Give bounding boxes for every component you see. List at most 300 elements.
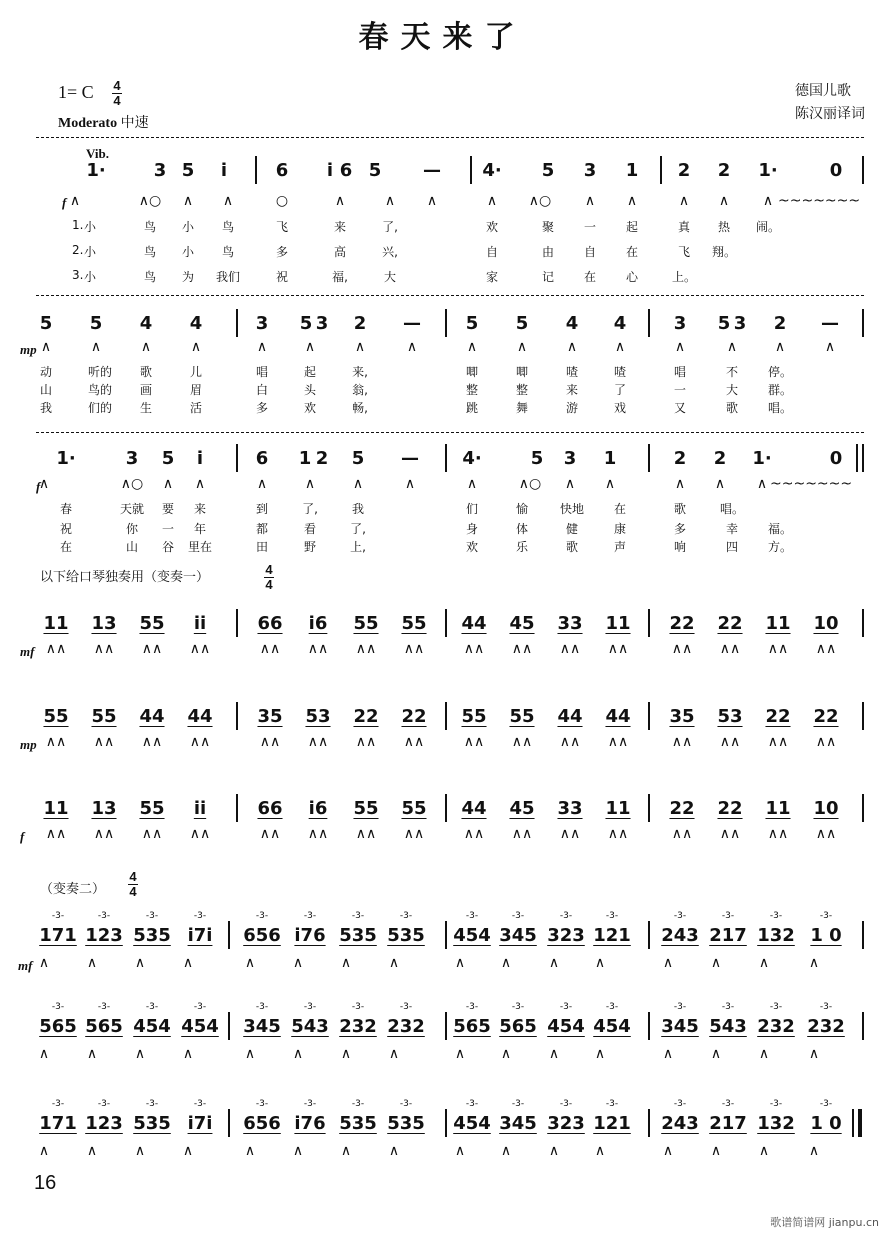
lyric: 小 (181, 220, 195, 234)
articulation-mark: ∧∧ (189, 826, 211, 842)
triplet-mark: -3- (145, 1002, 159, 1012)
dynamic-mark: mf (18, 958, 33, 973)
lyric: 身 (465, 522, 479, 536)
triplet-mark: -3- (721, 1099, 735, 1109)
articulation-mark: ∧∧ (141, 734, 163, 750)
articulation-mark: ∧ (678, 193, 690, 209)
triplet-mark: -3- (721, 1002, 735, 1012)
lyric: 多 (275, 245, 289, 259)
triplet-group: 345 (499, 1113, 537, 1134)
articulation-mark: ○ (275, 193, 289, 209)
note: 5 (161, 448, 175, 469)
articulation-mark: ∧ (584, 193, 596, 209)
articulation-mark: ∧ (594, 1046, 606, 1062)
articulation-mark: ∧ (454, 955, 466, 971)
articulation-mark: ∧ (182, 1143, 194, 1159)
articulation-mark: ∧ (244, 1046, 256, 1062)
note: 2 (353, 313, 367, 334)
dynamic-mark: mf (20, 644, 35, 659)
note: 4 (613, 313, 627, 334)
articulation-mark: ∧ (808, 1046, 820, 1062)
lyric: 健 (565, 522, 579, 536)
triplet-group: 121 (593, 925, 631, 946)
articulation-mark: ∧ (38, 1143, 50, 1159)
note: — (403, 313, 421, 334)
triplet-mark: -3- (559, 1002, 573, 1012)
articulation-mark: ∧∧ (559, 826, 581, 842)
variation1-label: 以下给口琴独奏用（变奏一） (40, 570, 210, 585)
key-signature: 1= C (58, 82, 94, 102)
barline (648, 794, 650, 822)
lyric: 自 (485, 245, 499, 259)
triplet-group: 243 (661, 925, 699, 946)
time-bottom: 4 (129, 884, 137, 899)
lyric: 欢 (465, 540, 479, 554)
articulation-mark: ∧∧ (307, 826, 329, 842)
triplet-mark: -3- (351, 1002, 365, 1012)
note: 3 (255, 313, 269, 334)
articulation-mark: ∧ (674, 476, 686, 492)
var2-time-signature (128, 870, 138, 899)
note: 4 (139, 313, 153, 334)
watermark: 歌谱简谱网 jianpu.cn (770, 1216, 879, 1229)
articulation-mark: ∧∧ (259, 641, 281, 657)
articulation-mark: ∧∧ (719, 641, 741, 657)
lyric: 歌 (725, 401, 739, 415)
barline (648, 309, 650, 337)
note-group: 22 (353, 706, 379, 727)
verse-number: 2. (72, 243, 84, 257)
triplet-group: 535 (339, 1113, 377, 1134)
triplet-mark: -3- (193, 1099, 207, 1109)
articulation-mark: ∧ (406, 339, 418, 355)
articulation-mark: ∧ (486, 193, 498, 209)
lyric: 鸟 (221, 245, 235, 259)
articulation-mark: ∧ (292, 955, 304, 971)
triplet-mark: -3- (511, 911, 525, 921)
articulation-mark: ∧ (140, 339, 152, 355)
articulation-mark: ∧∧ (815, 734, 837, 750)
lyric: 大 (383, 270, 397, 284)
articulation-mark: ∧ (718, 193, 730, 209)
dynamic-mark: mp (20, 737, 37, 752)
note: 2 (713, 448, 727, 469)
articulation-mark: ∧∧ (189, 734, 211, 750)
note-group: 66 (257, 798, 283, 819)
articulation-mark: ∧∧ (93, 734, 115, 750)
articulation-mark: ∧ (38, 955, 50, 971)
lyric: 田 (255, 540, 269, 554)
articulation-mark: ∧∧ (403, 641, 425, 657)
lyric: 山 (125, 540, 139, 554)
articulation-mark: ∧ (182, 193, 194, 209)
lyric: 天就 (119, 502, 145, 516)
lyric: 乐 (515, 540, 529, 554)
origin: 德国儿歌 (795, 83, 851, 99)
barline (445, 702, 447, 730)
triplet-group: 1 0 (810, 925, 842, 946)
note: 6 (255, 448, 269, 469)
articulation-mark: ∧∧ (403, 826, 425, 842)
divider (36, 137, 864, 138)
lyric: 上, (350, 540, 366, 554)
articulation-mark: ∧∧ (559, 734, 581, 750)
barline (856, 444, 858, 472)
lyric: 声 (613, 540, 627, 554)
triplet-group: 454 (181, 1016, 219, 1037)
time-top: 4 (129, 869, 137, 884)
triplet-group: 132 (757, 925, 795, 946)
barline (862, 921, 864, 949)
note: 1 (298, 448, 312, 469)
note-group: 11 (43, 798, 69, 819)
note-group: 22 (717, 613, 743, 634)
lyric: 来 (565, 383, 579, 397)
triplet-mark: -3- (193, 911, 207, 921)
lyric: 里在 (187, 540, 213, 554)
note-group: 45 (509, 798, 535, 819)
articulation-mark: ∧∧ (355, 734, 377, 750)
dynamic-mark: mp (20, 342, 37, 357)
triplet-group: 345 (499, 925, 537, 946)
triplet-group: 123 (85, 925, 123, 946)
divider (36, 432, 864, 433)
translator: 陈汉丽译词 (795, 106, 865, 122)
time-signature (112, 79, 122, 108)
verse-number: 1. (72, 218, 84, 232)
note: 5 (181, 160, 195, 181)
articulation-mark: ∧ (182, 1046, 194, 1062)
lyric: 心 (625, 270, 639, 284)
lyric: 生 (139, 401, 153, 415)
lyric: 歌 (565, 540, 579, 554)
note-group: 55 (509, 706, 535, 727)
lyric: 大 (725, 383, 739, 397)
dynamic-mark: f (36, 479, 41, 494)
triplet-mark: -3- (511, 1099, 525, 1109)
note: 3 (563, 448, 577, 469)
note-group: 13 (91, 613, 117, 634)
articulation-mark: ∧∧ (45, 641, 67, 657)
articulation-mark: ∧ (662, 955, 674, 971)
credits (795, 80, 865, 126)
barline (445, 1109, 447, 1137)
note-group: 22 (813, 706, 839, 727)
note: i (220, 160, 228, 181)
barline (852, 1109, 854, 1137)
barline (648, 609, 650, 637)
dynamic-mark: f (20, 829, 25, 844)
lyric: 歌 (673, 502, 687, 516)
triplet-group: 535 (133, 925, 171, 946)
triplet-mark: -3- (351, 1099, 365, 1109)
note-group: 53 (717, 706, 743, 727)
lyric: 了, (302, 502, 318, 516)
note-group: 55 (461, 706, 487, 727)
articulation-mark: ∧ (548, 955, 560, 971)
lyric: 鸟 (221, 220, 235, 234)
lyric: 康 (613, 522, 627, 536)
articulation-mark: ∧ (222, 193, 234, 209)
note-group: 55 (43, 706, 69, 727)
lyric: 四 (725, 540, 739, 554)
lyric: 一 (161, 522, 175, 536)
note-group: 22 (717, 798, 743, 819)
triplet-group: 454 (453, 925, 491, 946)
note-group: 22 (765, 706, 791, 727)
note-group: 22 (669, 613, 695, 634)
note-group: i6 (308, 613, 328, 634)
lyric: 鸟的 (87, 383, 113, 397)
articulation-mark: ∧∧ (189, 641, 211, 657)
triplet-mark: -3- (51, 911, 65, 921)
articulation-mark: ∧ (334, 193, 346, 209)
triplet-group: 217 (709, 925, 747, 946)
lyric: 唧 (515, 365, 529, 379)
articulation-mark: ∧∧ (559, 641, 581, 657)
lyric: 整 (515, 383, 529, 397)
triplet-group: 535 (387, 1113, 425, 1134)
barline (648, 444, 650, 472)
note: 2 (315, 448, 329, 469)
articulation-mark: ∧∧ (511, 641, 533, 657)
lyric: 儿 (189, 365, 203, 379)
dynamic-mark: f (62, 195, 67, 210)
lyric: 唧 (465, 365, 479, 379)
lyric: 自 (583, 245, 597, 259)
note: 4· (482, 160, 502, 181)
triplet-mark: -3- (465, 1099, 479, 1109)
lyric: 野 (303, 540, 317, 554)
triplet-mark: -3- (145, 1099, 159, 1109)
triplet-mark: -3- (255, 911, 269, 921)
barline (862, 609, 864, 637)
lyric: 欢 (485, 220, 499, 234)
note-group: ii (193, 613, 207, 634)
lyric: 整 (465, 383, 479, 397)
note: 5 (717, 313, 731, 334)
lyric: 游 (565, 401, 579, 415)
articulation-mark: ∧∧ (403, 734, 425, 750)
note-group: 55 (353, 798, 379, 819)
articulation-mark: ∧ (808, 955, 820, 971)
lyric: 幸 (725, 522, 739, 536)
articulation-mark: ∧∧ (671, 826, 693, 842)
articulation-mark: ∧ (466, 339, 478, 355)
articulation-mark: ∧ (134, 955, 146, 971)
triplet-mark: -3- (303, 1002, 317, 1012)
verse-number: 3. (72, 268, 84, 282)
articulation-mark: ∧∧ (463, 734, 485, 750)
barline (228, 1109, 230, 1137)
lyric: 唱 (255, 365, 269, 379)
lyric: 由 (541, 245, 555, 259)
articulation-mark: ∧ (500, 1143, 512, 1159)
articulation-mark: ∧ (190, 339, 202, 355)
barline (862, 794, 864, 822)
articulation-mark: ∧ (244, 955, 256, 971)
lyric: 都 (255, 522, 269, 536)
lyric: 鸟 (143, 245, 157, 259)
articulation-mark: ∧ (466, 476, 478, 492)
triplet-group: 345 (243, 1016, 281, 1037)
triplet-mark: -3- (97, 1002, 111, 1012)
articulation-mark: ∧ (454, 1143, 466, 1159)
lyric: 多 (673, 522, 687, 536)
note-group: 35 (669, 706, 695, 727)
note-group: 44 (461, 613, 487, 634)
triplet-mark: -3- (303, 1099, 317, 1109)
articulation-mark: ∧∧ (141, 641, 163, 657)
triplet-group: 565 (453, 1016, 491, 1037)
note: 2 (773, 313, 787, 334)
articulation-mark: ∧ (340, 955, 352, 971)
barline (648, 702, 650, 730)
triplet-mark: -3- (51, 1099, 65, 1109)
articulation-mark: ∧ (384, 193, 396, 209)
triplet-group: 171 (39, 1113, 77, 1134)
barline (648, 1109, 650, 1137)
articulation-mark: ∧ (726, 339, 738, 355)
triplet-mark: -3- (255, 1002, 269, 1012)
barline (862, 702, 864, 730)
lyric: 多 (255, 401, 269, 415)
lyric: 愉 (515, 502, 529, 516)
articulation-mark: ∧ (808, 1143, 820, 1159)
note: 5 (515, 313, 529, 334)
note: — (423, 160, 441, 181)
lyric: 来 (193, 502, 207, 516)
articulation-mark: ∧ (758, 1143, 770, 1159)
note: 3 (315, 313, 329, 334)
lyric: 在 (583, 270, 597, 284)
triplet-group: 565 (499, 1016, 537, 1037)
note-group: 55 (401, 798, 427, 819)
lyric: 热 (717, 220, 731, 234)
articulation-mark: ∧ (710, 1143, 722, 1159)
articulation-mark: ∧○ (120, 476, 144, 492)
lyric: 们的 (87, 401, 113, 415)
note: 3 (125, 448, 139, 469)
articulation-mark: ∧∧ (45, 734, 67, 750)
triplet-mark: -3- (769, 1002, 783, 1012)
lyric: 年 (193, 522, 207, 536)
articulation-mark: ∧∧ (463, 826, 485, 842)
triplet-group: 243 (661, 1113, 699, 1134)
lyric: 起 (303, 365, 317, 379)
note: 5 (465, 313, 479, 334)
triplet-mark: -3- (819, 911, 833, 921)
articulation-mark: ∧ (500, 955, 512, 971)
note-group: 44 (557, 706, 583, 727)
note: — (401, 448, 419, 469)
triplet-mark: -3- (97, 911, 111, 921)
articulation-mark: ∧ (758, 955, 770, 971)
barline (255, 156, 257, 184)
note: 2 (677, 160, 691, 181)
articulation-mark: ∧ (548, 1143, 560, 1159)
articulation-mark: ∧ (69, 193, 81, 209)
articulation-mark: ∧∧ (259, 826, 281, 842)
articulation-mark: ∧∧ (355, 641, 377, 657)
note: 3 (583, 160, 597, 181)
triplet-mark: -3- (97, 1099, 111, 1109)
barline (862, 444, 864, 472)
time-top: 4 (265, 562, 273, 577)
barline (862, 1012, 864, 1040)
lyric: 群。 (767, 383, 793, 397)
note-group: i6 (308, 798, 328, 819)
lyric: 白 (255, 383, 269, 397)
articulation-mark: ∧ (354, 339, 366, 355)
note-group: 44 (187, 706, 213, 727)
triplet-mark: -3- (465, 911, 479, 921)
triplet-group: 132 (757, 1113, 795, 1134)
barline (648, 921, 650, 949)
note-group: 33 (557, 798, 583, 819)
articulation-mark: ∧○ (138, 193, 162, 209)
articulation-mark: ∧ (388, 1046, 400, 1062)
articulation-mark: ∧∧ (511, 734, 533, 750)
articulation-mark: ∧∧ (767, 826, 789, 842)
triplet-group: 232 (807, 1016, 845, 1037)
articulation-mark: ∧○ (518, 476, 542, 492)
barline (445, 1012, 447, 1040)
lyric: 在 (625, 245, 639, 259)
articulation-mark: ∧ (426, 193, 438, 209)
triplet-mark: -3- (769, 911, 783, 921)
articulation-mark: ∧∧ (607, 734, 629, 750)
triplet-group: 543 (291, 1016, 329, 1037)
note: 5 (299, 313, 313, 334)
articulation-mark: ∧ (86, 1046, 98, 1062)
triplet-mark: -3- (193, 1002, 207, 1012)
lyric: 高 (333, 245, 347, 259)
triplet-group: i7i (187, 1113, 213, 1134)
note-group: 66 (257, 613, 283, 634)
articulation-mark: ∧∧ (355, 826, 377, 842)
triplet-group: 656 (243, 925, 281, 946)
articulation-mark: ∧∧ (259, 734, 281, 750)
lyric: 谷 (161, 540, 175, 554)
triplet-group: 1 0 (810, 1113, 842, 1134)
lyric: 又 (673, 401, 687, 415)
triplet-group: 454 (547, 1016, 585, 1037)
triplet-mark: -3- (399, 1002, 413, 1012)
articulation-mark: ∧ (548, 1046, 560, 1062)
articulation-mark: ∧ (594, 1143, 606, 1159)
articulation-mark: ∧ (134, 1143, 146, 1159)
note-group: 55 (139, 798, 165, 819)
articulation-mark: ∧ (404, 476, 416, 492)
lyric: 祝 (275, 270, 289, 284)
note: 2 (717, 160, 731, 181)
note: i (196, 448, 204, 469)
lyric: 飞 (677, 245, 691, 259)
triplet-group: 217 (709, 1113, 747, 1134)
triplet-mark: -3- (559, 911, 573, 921)
triplet-group: 535 (339, 925, 377, 946)
triplet-group: 454 (133, 1016, 171, 1037)
lyric: 们 (465, 502, 479, 516)
articulation-mark: ∧ (388, 1143, 400, 1159)
articulation-mark: ∧ (90, 339, 102, 355)
articulation-mark: ∧∧ (141, 826, 163, 842)
note-group: 13 (91, 798, 117, 819)
triplet-group: 232 (339, 1016, 377, 1037)
articulation-mark: ∧ (594, 955, 606, 971)
lyric: 为 (181, 270, 195, 284)
